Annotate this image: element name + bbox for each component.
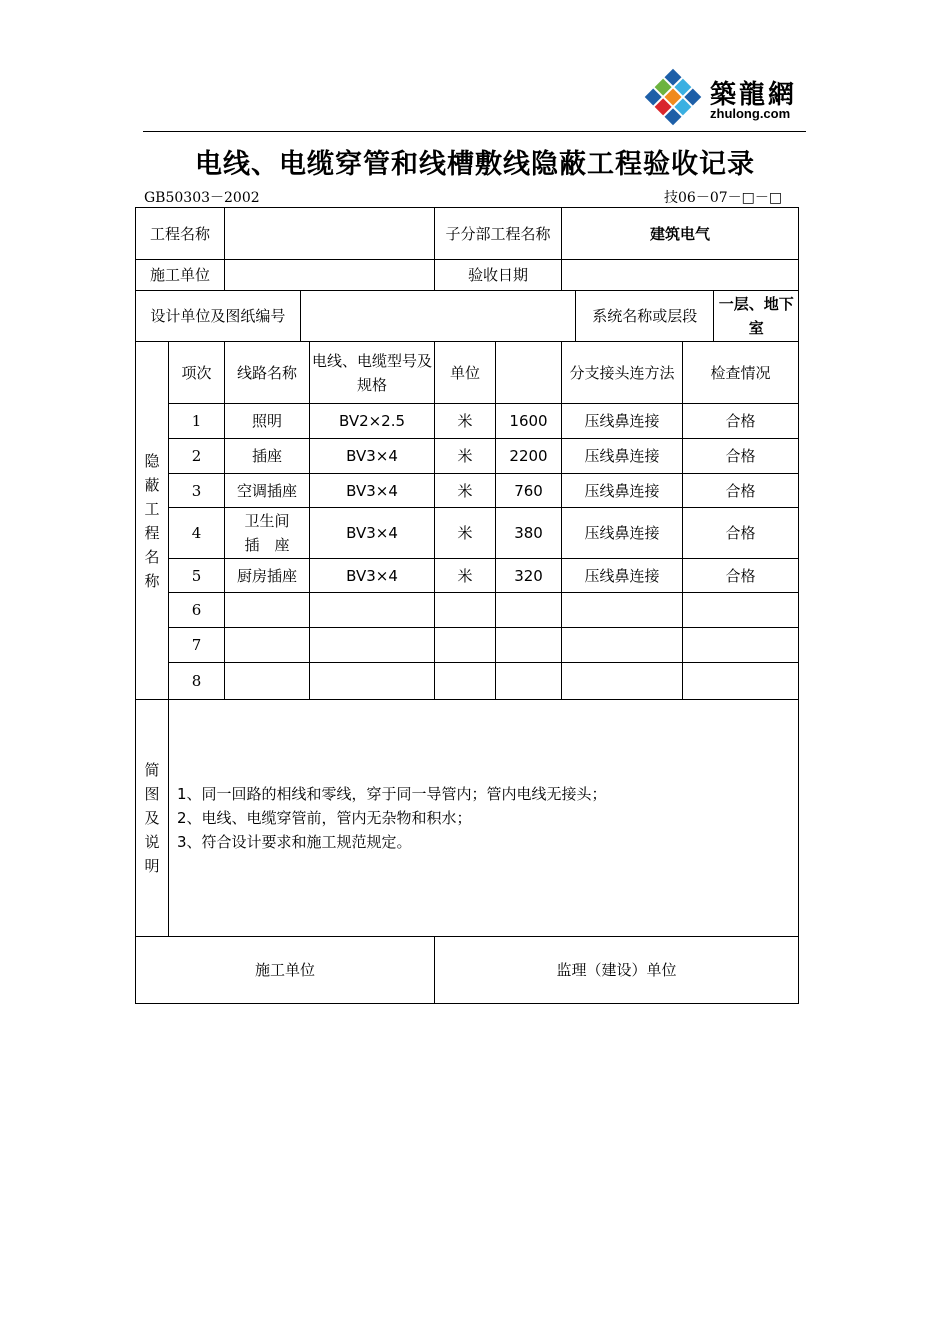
note-line: 2、电线、电缆穿管前，管内无杂物和积水； (177, 809, 472, 827)
design-unit-value (300, 291, 575, 341)
column-header-row (136, 342, 799, 404)
construction-unit-label: 施工单位 (136, 260, 225, 291)
row-name: 卫生间插 座 (225, 508, 310, 559)
row-no: 5 (169, 559, 225, 593)
col-circuit-name: 线路名称 (225, 342, 310, 404)
construction-unit-signature: 施工单位 (136, 937, 435, 1004)
logo-english-text: zhulong.com (710, 106, 791, 121)
header-rule (143, 131, 806, 132)
row-name (225, 663, 310, 700)
notes-row (136, 700, 799, 937)
row-spec: BV3×4 (310, 474, 435, 508)
row-quantity (496, 663, 562, 700)
row-result (683, 663, 799, 700)
row-quantity: 760 (496, 474, 562, 508)
form-number: 技06－07－□－□ (664, 190, 783, 206)
acceptance-date-value (562, 260, 799, 291)
row-no: 2 (169, 439, 225, 474)
design-row (136, 291, 799, 342)
row-unit: 米 (435, 474, 496, 508)
row-spec: BV3×4 (310, 439, 435, 474)
row-no: 6 (169, 593, 225, 628)
row-no: 7 (169, 628, 225, 663)
row-unit (435, 628, 496, 663)
row-unit: 米 (435, 559, 496, 593)
col-no: 项次 (169, 342, 225, 404)
row-no: 1 (169, 404, 225, 439)
row-result: 合格 (683, 508, 799, 559)
project-row (136, 208, 799, 260)
row-quantity: 380 (496, 508, 562, 559)
project-name-value (225, 208, 435, 260)
col-quantity (496, 342, 562, 404)
page-title: 电线、电缆穿管和线槽敷线隐蔽工程验收记录 (195, 149, 755, 180)
row-result (683, 593, 799, 628)
row-unit (435, 593, 496, 628)
note-line: 3、符合设计要求和施工规范规定。 (177, 833, 412, 851)
logo-emblem-icon (642, 66, 704, 128)
record-table (135, 207, 799, 1004)
row-method: 压线鼻连接 (562, 559, 683, 593)
row-spec (310, 663, 435, 700)
table-row (136, 628, 799, 663)
row-quantity (496, 593, 562, 628)
notes-label: 简 图 及 说 明 (136, 700, 169, 937)
row-method (562, 593, 683, 628)
row-name: 插座 (225, 439, 310, 474)
notes-content (169, 700, 799, 937)
row-no: 3 (169, 474, 225, 508)
table-row (136, 593, 799, 628)
row-unit: 米 (435, 508, 496, 559)
row-method: 压线鼻连接 (562, 404, 683, 439)
row-unit (435, 663, 496, 700)
row-spec: BV3×4 (310, 508, 435, 559)
acceptance-date-label: 验收日期 (435, 260, 562, 291)
row-spec: BV3×4 (310, 559, 435, 593)
row-no: 8 (169, 663, 225, 700)
table-row (136, 404, 799, 439)
row-quantity: 2200 (496, 439, 562, 474)
project-name-label: 工程名称 (136, 208, 225, 260)
row-result: 合格 (683, 439, 799, 474)
table-row (136, 508, 799, 559)
col-spec: 电线、电缆型号及规格 (310, 342, 435, 404)
row-method (562, 628, 683, 663)
row-spec: BV2×2.5 (310, 404, 435, 439)
design-unit-label: 设计单位及图纸编号 (136, 291, 300, 341)
row-method: 压线鼻连接 (562, 474, 683, 508)
row-result: 合格 (683, 474, 799, 508)
hidden-work-label: 隐 蔽 工 程 名 称 (136, 342, 169, 700)
col-unit: 单位 (435, 342, 496, 404)
note-line: 1、同一回路的相线和零线，穿于同一导管内；管内电线无接头； (177, 785, 607, 803)
unit-date-row (136, 260, 799, 291)
col-inspection: 检查情况 (683, 342, 799, 404)
row-spec (310, 593, 435, 628)
row-no: 4 (169, 508, 225, 559)
row-result: 合格 (683, 559, 799, 593)
table-row (136, 474, 799, 508)
row-name (225, 593, 310, 628)
row-name: 照明 (225, 404, 310, 439)
row-result (683, 628, 799, 663)
zhulong-logo (642, 66, 812, 126)
signature-row (136, 937, 799, 1004)
design-subtable (136, 291, 798, 341)
supervision-unit-signature: 监理（建设）单位 (435, 937, 799, 1004)
row-method (562, 663, 683, 700)
system-label: 系统名称或层段 (576, 291, 714, 341)
row-method: 压线鼻连接 (562, 508, 683, 559)
row-name (225, 628, 310, 663)
col-joint-method: 分支接头连方法 (562, 342, 683, 404)
sub-project-label: 子分部工程名称 (435, 208, 562, 260)
row-unit: 米 (435, 439, 496, 474)
standard-code: GB50303－2002 (144, 190, 260, 206)
sub-project-value: 建筑电气 (562, 208, 799, 260)
logo-chinese-text: 築龍網 (710, 80, 798, 110)
table-row (136, 439, 799, 474)
row-unit: 米 (435, 404, 496, 439)
row-name: 厨房插座 (225, 559, 310, 593)
row-name: 空调插座 (225, 474, 310, 508)
table-row (136, 663, 799, 700)
row-method: 压线鼻连接 (562, 439, 683, 474)
row-spec (310, 628, 435, 663)
construction-unit-value (225, 260, 435, 291)
row-quantity: 1600 (496, 404, 562, 439)
table-row (136, 559, 799, 593)
system-value: 一层、地下室 (718, 295, 794, 337)
row-quantity (496, 628, 562, 663)
row-quantity: 320 (496, 559, 562, 593)
row-result: 合格 (683, 404, 799, 439)
